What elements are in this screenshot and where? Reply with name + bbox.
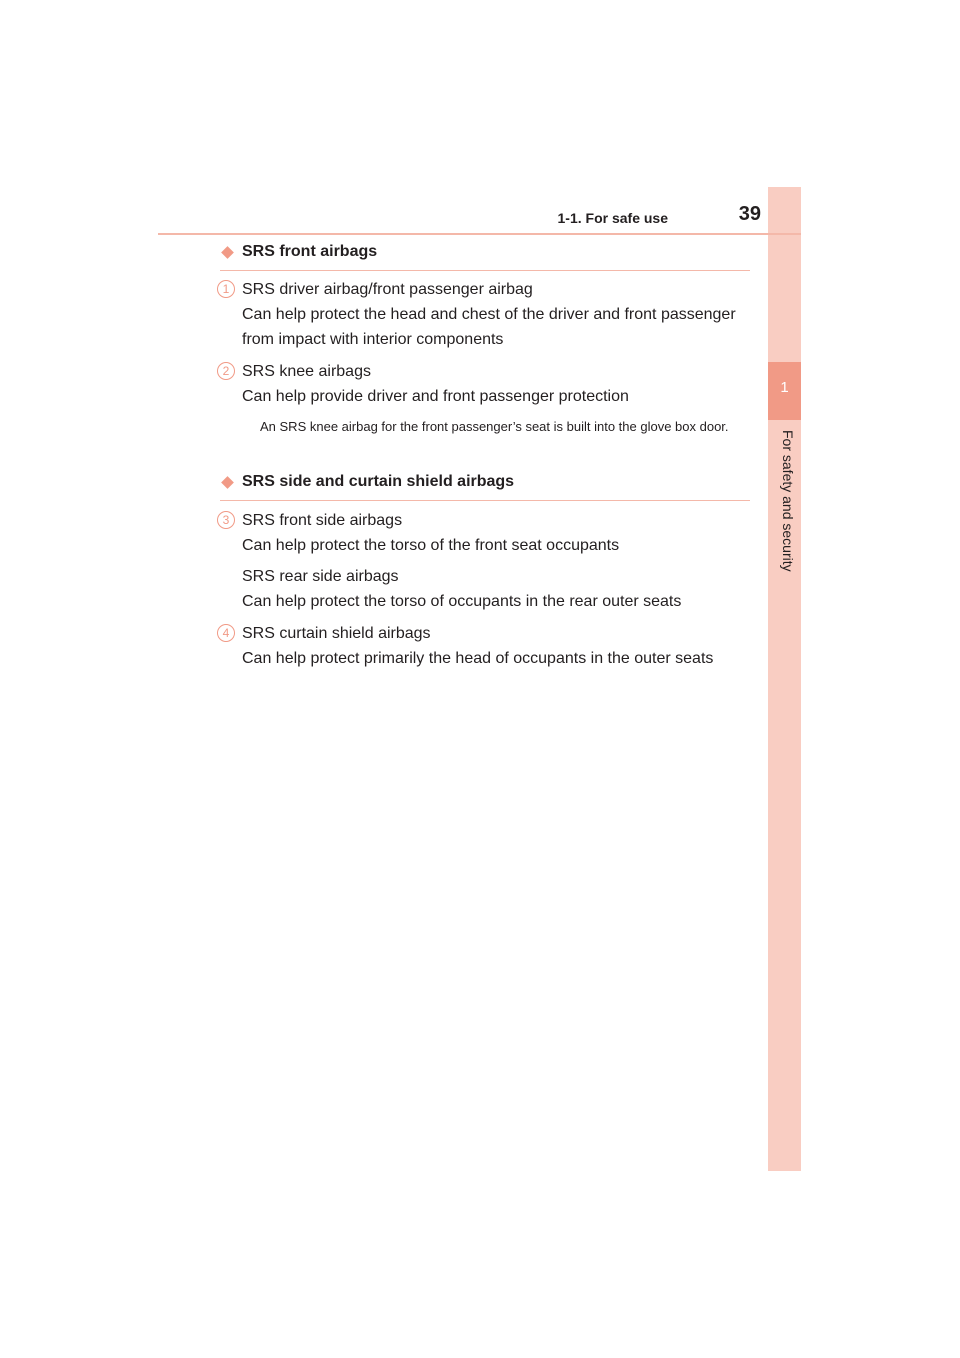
item-number-badge: 3: [217, 511, 235, 529]
item-title: SRS knee airbags: [242, 363, 371, 380]
item-description: Can help protect primarily the head of occupants in the outer seats: [242, 650, 714, 667]
item-description: Can help protect the head and chest of the driver and front passenger from impact with interior components: [242, 306, 736, 348]
item-title: SRS front side airbags: [242, 512, 403, 529]
section-heading-side-curtain-airbags: [220, 470, 750, 501]
item-title: SRS driver airbag/front passenger airbag: [242, 281, 533, 298]
diamond-bullet-icon: [221, 476, 234, 489]
section-label: 1-1. For safe use: [557, 210, 668, 226]
chapter-title: For safety and security: [780, 430, 796, 572]
list-item: [222, 508, 752, 558]
item-number-badge: 1: [217, 280, 235, 298]
item-description: Can help provide driver and front passenger protection: [242, 388, 629, 405]
item-number-badge: 4: [217, 624, 235, 642]
chapter-side-tab: [768, 187, 801, 1171]
header-divider: [158, 233, 801, 235]
list-item: [222, 277, 752, 352]
list-item: [242, 564, 752, 614]
section-heading-text: SRS side and curtain shield airbags: [242, 473, 515, 490]
item-description: Can help protect the torso of the front seat occupants: [242, 537, 620, 554]
section-heading-front-airbags: [220, 240, 750, 271]
list-item: [222, 359, 752, 409]
list-item: [222, 621, 752, 671]
chapter-number: 1: [780, 379, 789, 396]
item-description: Can help protect the torso of occupants in the rear outer seats: [242, 593, 682, 610]
page-number: 39: [738, 203, 761, 225]
note-text: An SRS knee airbag for the front passenger’s seat is built into the glove box door.: [260, 419, 729, 434]
item-number-badge: 2: [217, 362, 235, 380]
item-title: SRS rear side airbags: [242, 568, 399, 585]
section-heading-text: SRS front airbags: [242, 243, 378, 260]
item-title: SRS curtain shield airbags: [242, 625, 431, 642]
diamond-bullet-icon: [221, 246, 234, 259]
